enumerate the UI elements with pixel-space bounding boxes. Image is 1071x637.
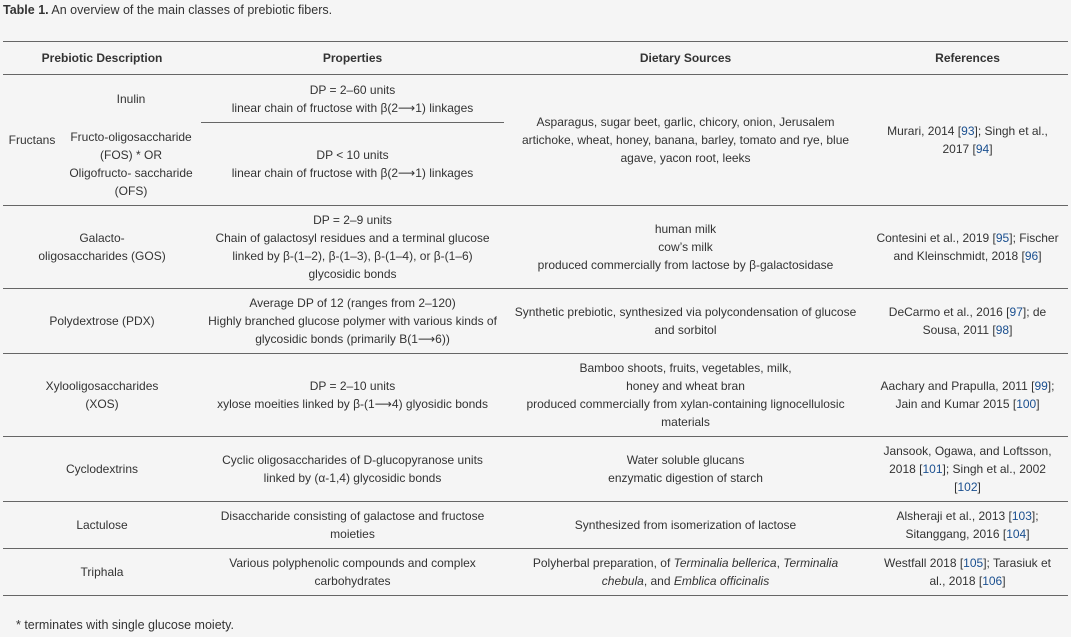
cyclo-sources-line: enzymatic digestion of starch <box>608 471 763 485</box>
ref-text: al., 2018 [ <box>929 574 983 588</box>
xos-name <box>3 354 201 437</box>
gos-references <box>867 206 1068 289</box>
caption-label: Table 1. <box>3 3 49 17</box>
ref-link-94[interactable]: 94 <box>975 142 990 156</box>
ref-link-100[interactable]: 100 <box>1016 397 1037 411</box>
gos-name-line: Galacto- <box>79 231 125 245</box>
ref-link-105[interactable]: 105 <box>963 556 984 570</box>
pdx-properties <box>201 289 504 354</box>
gos-props-line: linked by β-(1–2), β-(1–3), β-(1–4), or β-(1–6) <box>232 249 473 263</box>
ref-link-95[interactable]: 95 <box>995 231 1010 245</box>
fructans-sources-line: artichoke, wheat, honey, banana, barley, tomato and rye, blue <box>521 133 850 147</box>
pdx-sources-line: Synthetic prebiotic, synthesized via polycondensation of glucose <box>514 305 857 319</box>
header-properties: Properties <box>322 51 383 65</box>
ref-link-96[interactable]: 96 <box>1024 249 1039 263</box>
fructans-sources-line: agave, yacon root, leeks <box>620 151 751 165</box>
ref-text: ] <box>1038 249 1042 263</box>
ref-text: Alsheraji et al., 2013 [ <box>896 509 1012 523</box>
triphala-sources <box>504 549 867 596</box>
ref-text: Aachary and Prapulla, 2011 [ <box>880 379 1035 393</box>
ref-link-102[interactable]: 102 <box>957 480 978 494</box>
ref-text: ] <box>1009 323 1013 337</box>
src-italic: Terminalia bellerica <box>673 556 777 570</box>
cyclo-name: Cyclodextrins <box>65 462 139 476</box>
xos-sources-line: Bamboo shoots, fruits, vegetables, milk, <box>579 361 792 375</box>
ref-link-98[interactable]: 98 <box>995 323 1010 337</box>
header-references: References <box>935 51 1000 65</box>
table-row <box>3 437 1068 502</box>
xos-sources <box>504 354 867 437</box>
xos-props-line: xylose moeities linked by β-(1⟶4) glyosidic bonds <box>217 397 488 411</box>
gos-name-line: oligosaccharides (GOS) <box>38 249 166 263</box>
fos-props-line: linear chain of fructose with β(2⟶1) linkages <box>231 166 474 180</box>
gos-props-line: Chain of galactosyl residues and a terminal glucose <box>215 231 490 245</box>
pdx-props-line: Highly branched glucose polymer with various kinds of <box>208 314 497 328</box>
xos-properties <box>201 354 504 437</box>
table-caption <box>3 3 332 17</box>
fos-properties <box>201 123 504 206</box>
ref-text: Sitanggang, 2016 [ <box>905 527 1007 541</box>
fructans-group-cell: Fructans <box>8 133 56 147</box>
inulin-props-line: linear chain of fructose with β(2⟶1) linkages <box>231 100 474 115</box>
triphala-properties <box>201 549 504 596</box>
xos-name-line: (XOS) <box>85 397 119 411</box>
cyclo-properties <box>201 437 504 502</box>
fructans-sources <box>504 75 867 206</box>
src-text: , and <box>643 574 674 588</box>
caption-text: An overview of the main classes of prebiotic fibers. <box>48 3 333 17</box>
ref-text: Contesini et al., 2019 [ <box>876 231 996 245</box>
ref-text: Sousa, 2011 [ <box>922 323 996 337</box>
src-italic: Emblica officinalis <box>673 574 770 588</box>
xos-sources-line: materials <box>661 415 710 429</box>
fos-name-line: Fructo-oligosaccharide <box>70 129 192 144</box>
ref-link-97[interactable]: 97 <box>1009 305 1023 319</box>
lactulose-references <box>867 502 1068 549</box>
src-text: Polyherbal preparation, of <box>532 556 674 570</box>
ref-text: ]; Fischer <box>1009 231 1059 245</box>
xos-props-line: DP = 2–10 units <box>309 379 396 393</box>
triphala-name: Triphala <box>80 565 124 579</box>
xos-sources-line: honey and wheat bran <box>626 379 745 393</box>
ref-text: Murari, 2014 [ <box>887 124 962 138</box>
ref-text: Jain and Kumar 2015 [ <box>895 397 1017 411</box>
gos-properties <box>201 206 504 289</box>
pdx-references <box>867 289 1068 354</box>
gos-props-line: glycosidic bonds <box>308 267 397 281</box>
ref-link-106[interactable]: 106 <box>982 574 1003 588</box>
fos-props-line: DP < 10 units <box>316 148 389 162</box>
pdx-name: Polydextrose (PDX) <box>49 314 155 328</box>
lactulose-props-line: moieties <box>330 527 375 541</box>
ref-link-104[interactable]: 104 <box>1006 527 1027 541</box>
pdx-props-line: glycosidic bonds (primarily Β(1⟶6)) <box>255 332 450 346</box>
gos-sources-line: cow’s milk <box>658 240 713 254</box>
table-row <box>3 502 1068 549</box>
lactulose-properties <box>201 502 504 549</box>
gos-sources-line: produced commercially from lactose by β-galactosidase <box>537 258 834 272</box>
cyclo-sources-line: Water soluble glucans <box>626 453 745 467</box>
cyclo-props-line: linked by (α-1,4) glycosidic bonds <box>263 471 442 485</box>
fructans-sources-line: Asparagus, sugar beet, garlic, chicory, onion, Jerusalem <box>536 115 835 129</box>
xos-references <box>867 354 1068 437</box>
gos-props-line: DP = 2–9 units <box>313 213 392 227</box>
ref-link-93[interactable]: 93 <box>961 124 975 138</box>
ref-text: ]; <box>1047 379 1055 393</box>
table-row <box>3 75 1068 123</box>
table-footnote: * terminates with single glucose moiety. <box>16 618 234 632</box>
ref-text: 2018 [ <box>889 462 923 476</box>
src-italic: chebula <box>601 574 644 588</box>
fos-name-line: (FOS) * OR <box>100 147 162 162</box>
table-row <box>3 206 1068 289</box>
gos-sources <box>504 206 867 289</box>
triphala-props-line: carbohydrates <box>314 574 391 588</box>
gos-name <box>3 206 201 289</box>
ref-text: ]; de <box>1022 305 1047 319</box>
gos-sources-line: human milk <box>654 222 717 236</box>
triphala-props-line: Various polyphenolic compounds and complex <box>229 556 476 570</box>
ref-text: ] <box>1026 527 1030 541</box>
table-row <box>3 354 1068 437</box>
cyclo-references <box>867 437 1068 502</box>
ref-text: Westfall 2018 [ <box>884 556 964 570</box>
header-description: Prebiotic Description <box>41 51 163 65</box>
triphala-references <box>867 549 1068 596</box>
ref-text: 2017 [ <box>942 142 976 156</box>
fos-name-line: Oligofructo- saccharide <box>69 165 193 180</box>
ref-link-103[interactable]: 103 <box>1011 509 1032 523</box>
cyclo-props-line: Cyclic oligosaccharides of D-glucopyranose units <box>222 453 483 467</box>
ref-text: ]; Singh et al., <box>974 124 1048 138</box>
ref-text: ]; Tarasiuk et <box>983 556 1052 570</box>
ref-text: ]; <box>1031 509 1039 523</box>
pdx-sources-line: and sorbitol <box>654 323 717 337</box>
lactulose-name: Lactulose <box>76 518 128 532</box>
table-row <box>3 289 1068 354</box>
ref-link-99[interactable]: 99 <box>1034 379 1048 393</box>
fos-name <box>61 123 201 206</box>
inulin-name: Inulin <box>116 91 146 106</box>
pdx-props-line: Average DP of 12 (ranges from 2–120) <box>249 296 456 310</box>
cyclo-sources <box>504 437 867 502</box>
prebiotic-table <box>3 41 1068 596</box>
ref-text: ] <box>989 142 993 156</box>
ref-text: ]; Singh et al., 2002 <box>942 462 1046 476</box>
xos-name-line: Xylooligosaccharides <box>45 379 159 393</box>
pdx-sources <box>504 289 867 354</box>
table-row <box>3 549 1068 596</box>
inulin-props-line: DP = 2–60 units <box>309 82 396 97</box>
src-italic: Terminalia <box>783 556 839 570</box>
ref-text: DeCarmo et al., 2016 [ <box>888 305 1010 319</box>
ref-text: [ <box>954 480 958 494</box>
fos-name-line: (OFS) <box>114 183 148 198</box>
xos-sources-line: produced commercially from xylan-containing lignocellulosic <box>526 397 845 411</box>
ref-text: ] <box>1036 397 1040 411</box>
ref-text: and Kleinschmidt, 2018 [ <box>893 249 1025 263</box>
lactulose-sources: Synthesized from isomerization of lactose <box>574 518 797 532</box>
ref-text: ] <box>1002 574 1006 588</box>
header-sources: Dietary Sources <box>639 51 732 65</box>
ref-link-101[interactable]: 101 <box>922 462 943 476</box>
inulin-properties <box>201 75 504 123</box>
ref-text: ] <box>977 480 981 494</box>
src-text: , <box>776 556 784 570</box>
table-header-row <box>3 42 1068 75</box>
lactulose-props-line: Disaccharide consisting of galactose and fructose <box>220 509 485 523</box>
ref-text: Jansook, Ogawa, and Loftsson, <box>883 444 1052 458</box>
fructans-references <box>867 75 1068 206</box>
